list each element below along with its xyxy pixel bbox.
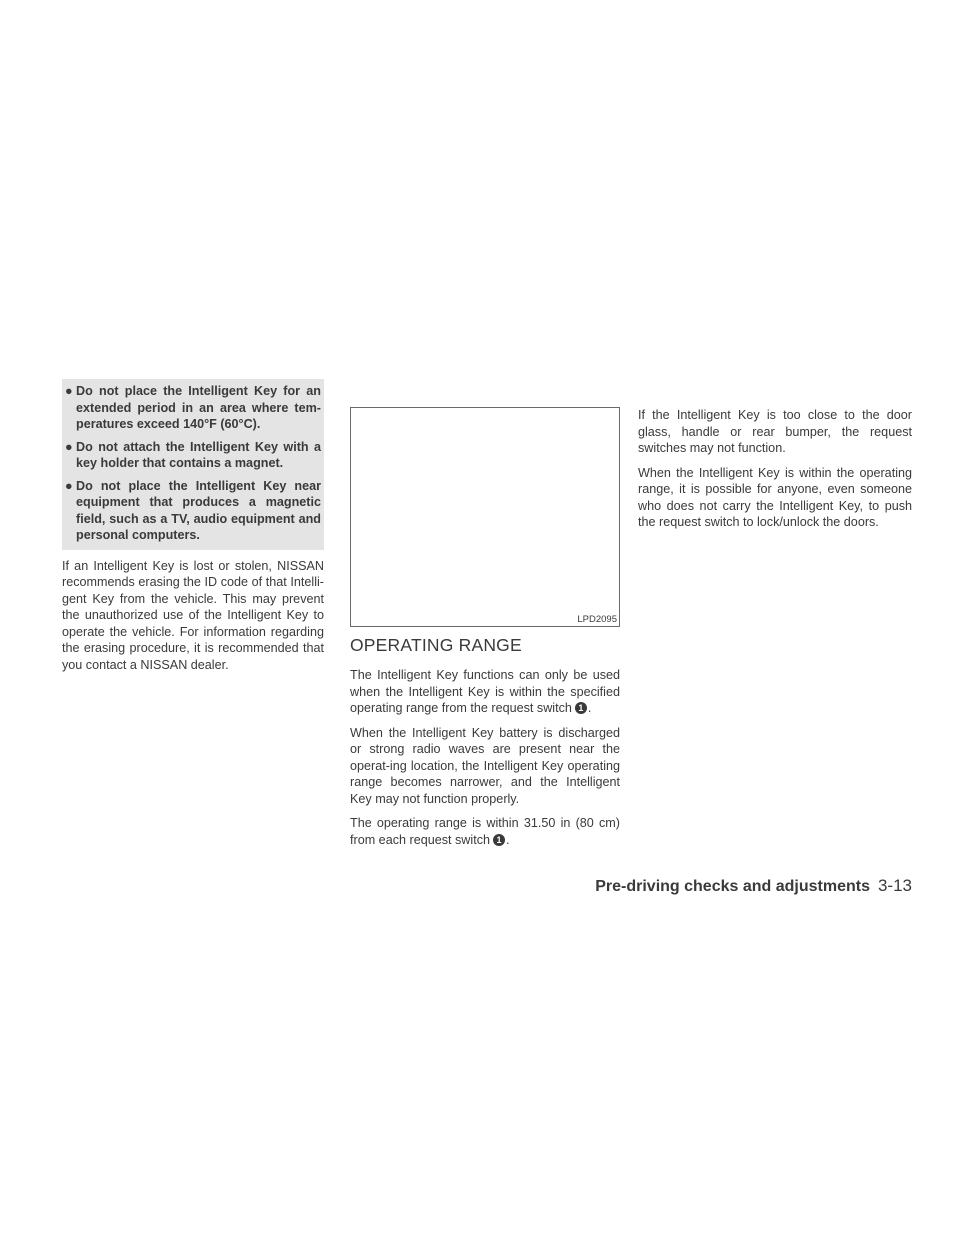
caution-box <box>62 379 324 550</box>
lost-key-paragraph: If an Intelligent Key is lost or stolen, NISSAN recommends erasing the ID code of that Intelli-gent Key from the vehicle. This may prevent the unauthorized use of the Intelligent Key to operate the vehicle. For information regarding the erasing procedure, it is recommended that you contact a NISSAN dealer. <box>62 558 324 672</box>
caution-item <box>65 383 321 433</box>
caution-item <box>65 439 321 472</box>
bullet-icon: ● <box>65 384 73 398</box>
section-heading: OPERATING RANGE <box>350 635 522 655</box>
page-number: 3-13 <box>877 876 912 895</box>
footer-section-title: Pre-driving checks and adjustments <box>595 878 870 895</box>
door-glass-paragraph: If the Intelligent Key is too close to the door glass, handle or rear bumper, the request switches may not function. <box>638 408 912 455</box>
operating-range-figure <box>350 407 620 627</box>
left-column <box>62 379 324 681</box>
range-paragraph-3-text: The operating range is within 31.50 in (80 cm) from each request switch <box>350 816 620 847</box>
figure-code: LPD2095 <box>577 614 617 625</box>
caution-text: Do not place the Intelligent Key for an extended period in an area where tem-peratures exceed 140°F (60°C). <box>76 384 321 431</box>
bullet-icon: ● <box>65 478 73 493</box>
bullet-icon: ● <box>65 439 73 454</box>
right-column <box>638 407 912 539</box>
middle-column <box>350 407 620 856</box>
callout-1-icon: 1 <box>493 834 505 846</box>
caution-text: Do not attach the Intelligent Key with a key holder that contains a magnet. <box>76 439 321 470</box>
anyone-push-paragraph: When the Intelligent Key is within the operating range, it is possible for anyone, even someone who does not carry the Intelligent Key, to push the request switch to lock/unlock the doors. <box>638 465 912 529</box>
range-paragraph-2: When the Intelligent Key battery is discharged or strong radio waves are present near the operat-ing location, the Intelligent Key operating range becomes narrower, and the Intelligent Key may not function properly. <box>350 725 620 806</box>
callout-1-icon: 1 <box>575 702 587 714</box>
range-paragraph-1-end: . <box>587 701 592 715</box>
range-paragraph-1 <box>350 667 620 717</box>
page-footer <box>595 876 912 897</box>
caution-text: Do not place the Intelligent Key near equipment that produces a magnetic field, such as a TV, audio equipment and personal computers. <box>76 478 321 542</box>
range-paragraph-3-end: . <box>506 832 510 847</box>
caution-item <box>65 478 321 544</box>
range-paragraph-3 <box>350 815 620 848</box>
range-paragraph-1-text: The Intelligent Key functions can only be used when the Intelligent Key is within the specified operating range from the request switch <box>350 668 620 715</box>
